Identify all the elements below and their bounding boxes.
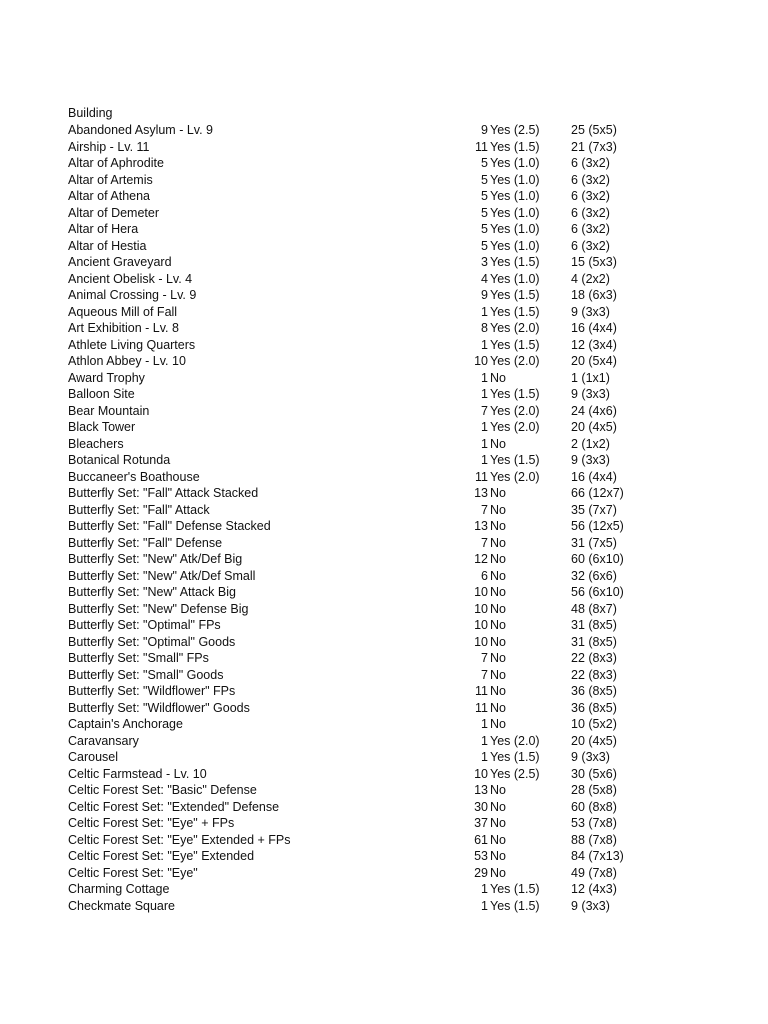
boost-cell: No — [490, 667, 506, 682]
size-cell: 18 (6x3) — [571, 288, 617, 302]
boost-cell: No — [490, 585, 506, 599]
table-row — [0, 172, 768, 189]
boost-cell: No — [490, 816, 506, 830]
boost-cell: No — [490, 436, 506, 451]
boost-cell: Yes (1.5) — [490, 337, 540, 352]
boost-cell: Yes (1.5) — [490, 288, 540, 302]
table-row — [0, 749, 768, 766]
building-name-cell: Butterfly Set: "Fall" Defense Stacked — [68, 519, 271, 533]
count-cell: 11 — [475, 139, 488, 154]
table-row — [0, 683, 768, 700]
count-cell: 10 — [474, 354, 488, 368]
count-cell: 5 — [481, 222, 488, 236]
size-cell: 9 (3x3) — [571, 304, 610, 319]
table-row — [0, 370, 768, 387]
boost-cell: No — [490, 634, 506, 649]
table-row — [0, 584, 768, 601]
table-row — [0, 766, 768, 783]
boost-cell: No — [490, 783, 506, 797]
size-cell: 35 (7x7) — [571, 502, 617, 517]
count-cell: 5 — [481, 172, 488, 187]
count-cell: 1 — [481, 733, 488, 748]
table-row — [0, 815, 768, 832]
count-cell: 1 — [481, 898, 488, 913]
size-cell: 22 (8x3) — [571, 651, 617, 665]
size-cell: 20 (4x5) — [571, 420, 617, 434]
size-cell: 6 (3x2) — [571, 189, 610, 203]
size-cell: 24 (4x6) — [571, 403, 617, 418]
building-name-cell: Butterfly Set: "Fall" Attack Stacked — [68, 486, 259, 500]
count-cell: 3 — [481, 255, 488, 269]
table-row — [0, 601, 768, 618]
size-cell: 48 (8x7) — [571, 601, 617, 616]
count-cell: 1 — [481, 370, 488, 385]
boost-cell: Yes (1.0) — [490, 238, 540, 253]
building-table — [0, 122, 768, 914]
boost-cell: Yes (1.5) — [490, 139, 540, 154]
table-row — [0, 898, 768, 915]
count-cell: 5 — [481, 189, 488, 203]
boost-cell: Yes (1.5) — [490, 882, 540, 896]
building-name-cell: Butterfly Set: "New" Defense Big — [68, 601, 249, 616]
size-cell: 36 (8x5) — [571, 684, 617, 698]
size-cell: 31 (8x5) — [571, 618, 617, 632]
boost-cell: Yes (1.0) — [490, 222, 540, 236]
boost-cell: No — [490, 618, 506, 632]
building-name-cell: Celtic Forest Set: "Basic" Defense — [68, 783, 257, 797]
count-cell: 6 — [481, 568, 488, 583]
boost-cell: Yes (1.5) — [490, 387, 540, 401]
size-cell: 25 (5x5) — [571, 123, 617, 137]
count-cell: 10 — [474, 634, 488, 649]
boost-cell: No — [490, 568, 506, 583]
boost-cell: No — [490, 535, 506, 550]
table-row — [0, 700, 768, 717]
size-cell: 16 (4x4) — [571, 321, 617, 335]
count-cell: 1 — [481, 304, 488, 319]
count-cell: 13 — [474, 783, 488, 797]
boost-cell: Yes (2.5) — [490, 123, 540, 137]
size-cell: 88 (7x8) — [571, 832, 617, 847]
table-row — [0, 535, 768, 552]
count-cell: 29 — [474, 865, 488, 880]
building-name-cell: Charming Cottage — [68, 882, 170, 896]
size-cell: 9 (3x3) — [571, 387, 610, 401]
size-cell: 32 (6x6) — [571, 568, 617, 583]
size-cell: 6 (3x2) — [571, 222, 610, 236]
column-header-building: Building — [68, 106, 113, 120]
table-row — [0, 122, 768, 139]
building-name-cell: Altar of Hera — [68, 222, 139, 236]
table-row — [0, 304, 768, 321]
table-row — [0, 799, 768, 816]
table-row — [0, 568, 768, 585]
size-cell: 12 (4x3) — [571, 882, 617, 896]
boost-cell: No — [490, 486, 506, 500]
count-cell: 11 — [475, 469, 488, 484]
count-cell: 9 — [481, 123, 488, 137]
count-cell: 8 — [481, 321, 488, 335]
building-name-cell: Abandoned Asylum - Lv. 9 — [68, 123, 213, 137]
building-name-cell: Celtic Forest Set: "Eye" Extended — [68, 849, 255, 863]
building-name-cell: Celtic Forest Set: "Eye" + FPs — [68, 816, 235, 830]
count-cell: 12 — [474, 552, 488, 566]
building-name-cell: Butterfly Set: "New" Atk/Def Small — [68, 568, 256, 583]
size-cell: 1 (1x1) — [571, 370, 610, 385]
building-name-cell: Captain's Anchorage — [68, 717, 183, 731]
table-row — [0, 782, 768, 799]
table-row — [0, 320, 768, 337]
table-row — [0, 634, 768, 651]
size-cell: 22 (8x3) — [571, 667, 617, 682]
boost-cell: No — [490, 519, 506, 533]
size-cell: 6 (3x2) — [571, 156, 610, 170]
building-name-cell: Athlon Abbey - Lv. 10 — [68, 354, 186, 368]
size-cell: 2 (1x2) — [571, 436, 610, 451]
size-cell: 12 (3x4) — [571, 337, 617, 352]
building-name-cell: Butterfly Set: "New" Atk/Def Big — [68, 552, 243, 566]
size-cell: 20 (4x5) — [571, 733, 617, 748]
boost-cell: No — [490, 601, 506, 616]
size-cell: 6 (3x2) — [571, 205, 610, 220]
count-cell: 10 — [474, 766, 488, 781]
table-row — [0, 287, 768, 304]
building-name-cell: Altar of Hestia — [68, 238, 147, 253]
building-name-cell: Athlete Living Quarters — [68, 337, 196, 352]
building-name-cell: Bleachers — [68, 436, 124, 451]
building-name-cell: Airship - Lv. 11 — [68, 139, 150, 154]
table-row — [0, 238, 768, 255]
table-row — [0, 518, 768, 535]
boost-cell: Yes (2.5) — [490, 766, 540, 781]
building-name-cell: Aqueous Mill of Fall — [68, 304, 178, 319]
count-cell: 11 — [475, 684, 488, 698]
boost-cell: Yes (2.0) — [490, 469, 540, 484]
count-cell: 11 — [475, 700, 488, 715]
table-row — [0, 436, 768, 453]
count-cell: 7 — [481, 651, 488, 665]
building-name-cell: Carousel — [68, 750, 119, 764]
count-cell: 7 — [481, 502, 488, 517]
count-cell: 13 — [474, 486, 488, 500]
building-name-cell: Butterfly Set: "New" Attack Big — [68, 585, 236, 599]
size-cell: 66 (12x7) — [571, 486, 624, 500]
size-cell: 6 (3x2) — [571, 238, 610, 253]
building-name-cell: Art Exhibition - Lv. 8 — [68, 321, 179, 335]
building-name-cell: Altar of Aphrodite — [68, 156, 164, 170]
boost-cell: No — [490, 700, 506, 715]
table-row — [0, 254, 768, 271]
boost-cell: No — [490, 651, 506, 665]
boost-cell: Yes (1.5) — [490, 255, 540, 269]
table-row — [0, 337, 768, 354]
boost-cell: Yes (1.5) — [490, 750, 540, 764]
building-name-cell: Altar of Demeter — [68, 205, 160, 220]
table-row — [0, 716, 768, 733]
table-row — [0, 881, 768, 898]
count-cell: 1 — [481, 717, 488, 731]
table-row — [0, 502, 768, 519]
boost-cell: No — [490, 502, 506, 517]
table-row — [0, 452, 768, 469]
count-cell: 53 — [474, 849, 488, 863]
table-row — [0, 353, 768, 370]
boost-cell: Yes (1.0) — [490, 172, 540, 187]
count-cell: 1 — [481, 420, 488, 434]
building-name-cell: Caravansary — [68, 733, 139, 748]
building-name-cell: Ancient Obelisk - Lv. 4 — [68, 271, 193, 286]
size-cell: 49 (7x8) — [571, 865, 617, 880]
size-cell: 16 (4x4) — [571, 469, 617, 484]
boost-cell: Yes (1.5) — [490, 453, 540, 467]
building-name-cell: Ancient Graveyard — [68, 255, 172, 269]
size-cell: 15 (5x3) — [571, 255, 617, 269]
count-cell: 1 — [481, 387, 488, 401]
building-name-cell: Checkmate Square — [68, 898, 176, 913]
size-cell: 20 (5x4) — [571, 354, 617, 368]
building-name-cell: Butterfly Set: "Wildflower" Goods — [68, 700, 250, 715]
size-cell: 31 (7x5) — [571, 535, 617, 550]
building-name-cell: Bear Mountain — [68, 403, 150, 418]
count-cell: 10 — [474, 601, 488, 616]
count-cell: 1 — [481, 882, 488, 896]
building-name-cell: Altar of Artemis — [68, 172, 153, 187]
table-row — [0, 205, 768, 222]
count-cell: 7 — [481, 667, 488, 682]
boost-cell: Yes (1.5) — [490, 304, 540, 319]
table-row — [0, 419, 768, 436]
table-row — [0, 832, 768, 849]
count-cell: 13 — [474, 519, 488, 533]
count-cell: 1 — [481, 337, 488, 352]
boost-cell: No — [490, 717, 506, 731]
table-row — [0, 155, 768, 172]
table-row — [0, 551, 768, 568]
boost-cell: No — [490, 684, 506, 698]
table-row — [0, 386, 768, 403]
table-row — [0, 733, 768, 750]
building-name-cell: Butterfly Set: "Fall" Attack — [68, 502, 210, 517]
building-name-cell: Balloon Site — [68, 387, 135, 401]
table-row — [0, 139, 768, 156]
size-cell: 4 (2x2) — [571, 271, 610, 286]
boost-cell: No — [490, 865, 506, 880]
boost-cell: Yes (1.0) — [490, 156, 540, 170]
count-cell: 5 — [481, 205, 488, 220]
boost-cell: Yes (2.0) — [490, 403, 540, 418]
boost-cell: No — [490, 799, 506, 814]
table-row — [0, 865, 768, 882]
size-cell: 21 (7x3) — [571, 139, 617, 154]
building-name-cell: Butterfly Set: "Optimal" Goods — [68, 634, 236, 649]
count-cell: 5 — [481, 156, 488, 170]
building-name-cell: Celtic Forest Set: "Extended" Defense — [68, 799, 280, 814]
table-row — [0, 469, 768, 486]
size-cell: 9 (3x3) — [571, 453, 610, 467]
table-row — [0, 485, 768, 502]
table-row — [0, 617, 768, 634]
count-cell: 7 — [481, 403, 488, 418]
count-cell: 4 — [481, 271, 488, 286]
size-cell: 56 (6x10) — [571, 585, 624, 599]
size-cell: 56 (12x5) — [571, 519, 624, 533]
size-cell: 36 (8x5) — [571, 700, 617, 715]
table-row — [0, 221, 768, 238]
count-cell: 61 — [474, 832, 488, 847]
building-name-cell: Altar of Athena — [68, 189, 151, 203]
table-row — [0, 667, 768, 684]
building-name-cell: Celtic Forest Set: "Eye" Extended + FPs — [68, 832, 291, 847]
size-cell: 60 (6x10) — [571, 552, 624, 566]
boost-cell: No — [490, 832, 506, 847]
size-cell: 30 (5x6) — [571, 766, 617, 781]
boost-cell: No — [490, 849, 506, 863]
boost-cell: Yes (2.0) — [490, 354, 540, 368]
count-cell: 30 — [474, 799, 488, 814]
building-name-cell: Butterfly Set: "Small" FPs — [68, 651, 209, 665]
building-name-cell: Butterfly Set: "Wildflower" FPs — [68, 684, 236, 698]
building-name-cell: Award Trophy — [68, 370, 145, 385]
boost-cell: No — [490, 552, 506, 566]
size-cell: 60 (8x8) — [571, 799, 617, 814]
count-cell: 1 — [481, 750, 488, 764]
boost-cell: Yes (1.0) — [490, 205, 540, 220]
boost-cell: No — [490, 370, 506, 385]
boost-cell: Yes (1.0) — [490, 189, 540, 203]
table-row — [0, 188, 768, 205]
building-name-cell: Black Tower — [68, 420, 136, 434]
size-cell: 10 (5x2) — [571, 717, 617, 731]
building-name-cell: Buccaneer's Boathouse — [68, 469, 200, 484]
building-name-cell: Botanical Rotunda — [68, 453, 171, 467]
building-name-cell: Animal Crossing - Lv. 9 — [68, 288, 197, 302]
count-cell: 5 — [481, 238, 488, 253]
size-cell: 84 (7x13) — [571, 849, 624, 863]
size-cell: 6 (3x2) — [571, 172, 610, 187]
size-cell: 9 (3x3) — [571, 750, 610, 764]
count-cell: 10 — [474, 618, 488, 632]
table-row — [0, 403, 768, 420]
boost-cell: Yes (2.0) — [490, 420, 540, 434]
boost-cell: Yes (2.0) — [490, 321, 540, 335]
table-row — [0, 848, 768, 865]
size-cell: 31 (8x5) — [571, 634, 617, 649]
size-cell: 28 (5x8) — [571, 783, 617, 797]
table-row — [0, 271, 768, 288]
building-name-cell: Butterfly Set: "Optimal" FPs — [68, 618, 221, 632]
size-cell: 53 (7x8) — [571, 816, 617, 830]
count-cell: 7 — [481, 535, 488, 550]
count-cell: 37 — [474, 816, 488, 830]
size-cell: 9 (3x3) — [571, 898, 610, 913]
boost-cell: Yes (1.5) — [490, 898, 540, 913]
count-cell: 1 — [481, 436, 488, 451]
count-cell: 1 — [481, 453, 488, 467]
building-name-cell: Butterfly Set: "Fall" Defense — [68, 535, 223, 550]
building-name-cell: Butterfly Set: "Small" Goods — [68, 667, 224, 682]
boost-cell: Yes (1.0) — [490, 271, 540, 286]
count-cell: 10 — [474, 585, 488, 599]
count-cell: 9 — [481, 288, 488, 302]
building-name-cell: Celtic Forest Set: "Eye" — [68, 865, 198, 880]
boost-cell: Yes (2.0) — [490, 733, 540, 748]
building-name-cell: Celtic Farmstead - Lv. 10 — [68, 766, 207, 781]
table-row — [0, 650, 768, 667]
